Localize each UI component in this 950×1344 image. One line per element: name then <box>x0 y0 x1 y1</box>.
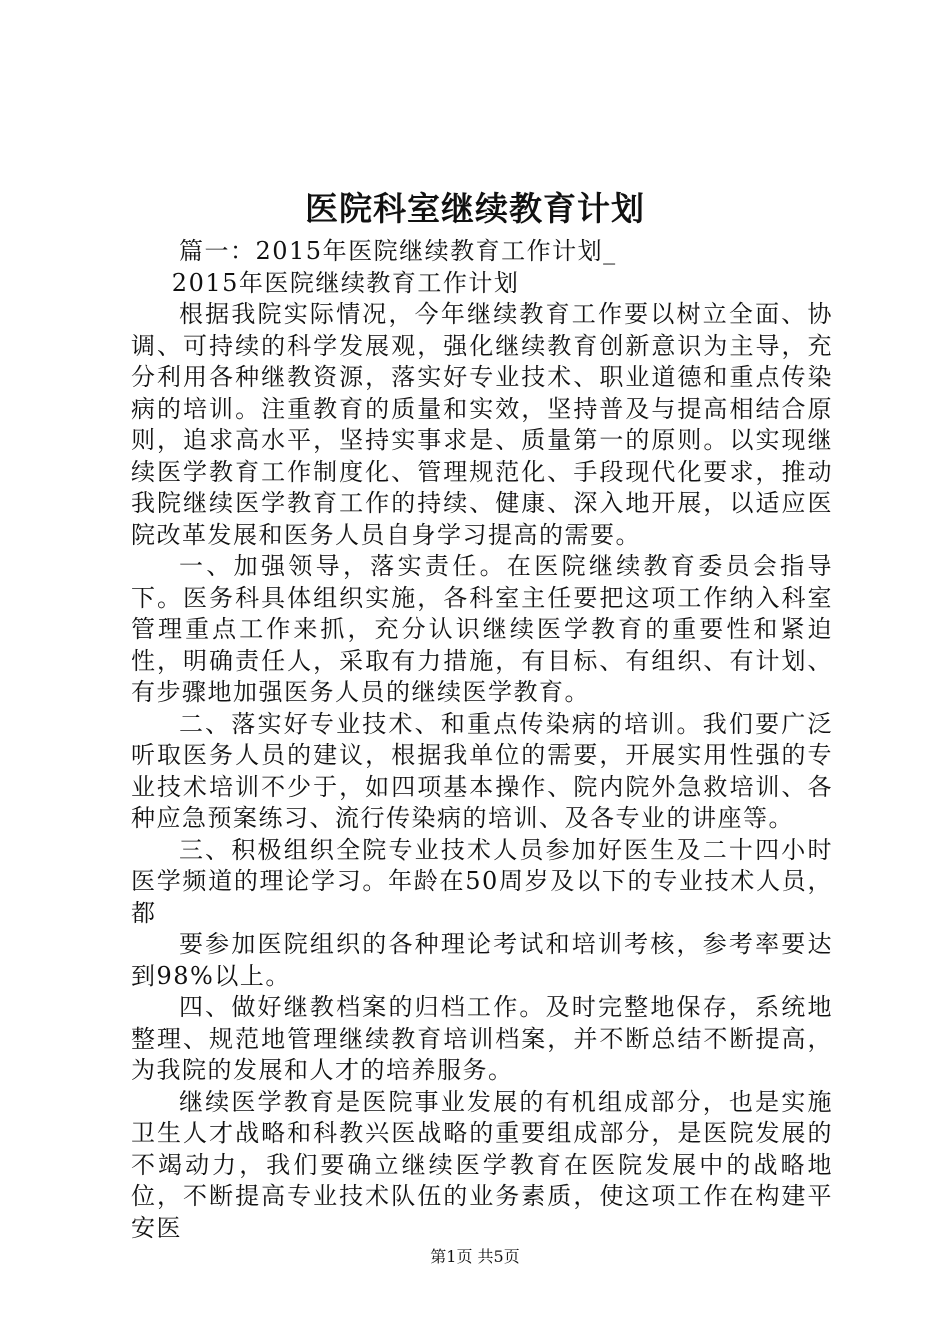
paragraph: 一、加强领导，落实责任。在医院继续教育委员会指导下。医务科具体组织实施，各科室主任要把这项工作纳入科室管理重点工作来抓，充分认识继续医学教育的重要性和紧迫性，明确责任人，采取有力措施，有目标、有组织、有计划、有步骤地加强医务人员的继续医学教育。 <box>131 552 833 706</box>
paragraph: 要参加医院组织的各种理论考试和培训考核，参考率要达到98%以上。 <box>131 930 833 990</box>
document-title: 医院科室继续教育计划 <box>305 189 645 228</box>
paragraph: 二、落实好专业技术、和重点传染病的培训。我们要广泛听取医务人员的建议，根据我单位的需要，开展实用性强的专业技术培训不少于，如四项基本操作、院内院外急救培训、各种应急预案练习、流行传染病的培训、及各专业的讲座等。 <box>131 709 833 832</box>
paragraph: 根据我院实际情况，今年继续教育工作要以树立全面、协调、可持续的科学发展观，强化继续教育创新意识为主导，充分利用各种继教资源，落实好专业技术、职业道德和重点传染病的培训。注重教育的质量和实效，坚持普及与提高相结合原则，追求高水平，坚持实事求是、质量第一的原则。以实现继续医学教育工作制度化、管理规范化、手段现代化要求，推动我院继续医学教育工作的持续、健康、深入地开展，以适应医院改革发展和医务人员自身学习提高的需要。 <box>131 300 833 549</box>
paragraph: 四、做好继教档案的归档工作。及时完整地保存，系统地整理、规范地管理继续教育培训档案，并不断总结不断提高，为我院的发展和人才的培养服务。 <box>131 993 833 1084</box>
page-number: 第1页 共5页 <box>430 1247 520 1266</box>
paragraph: 继续医学教育是医院事业发展的有机组成部分，也是实施卫生人才战略和科教兴医战略的重要组成部分，是医院发展的不竭动力，我们要确立继续医学教育在医院发展中的战略地位，不断提高专业技术队伍的业务素质，使这项工作在构建平安医 <box>131 1087 833 1242</box>
section-heading: 篇一：2015年医院继续教育工作计划_ <box>179 237 617 265</box>
document-body <box>131 236 833 1244</box>
paragraph: 三、积极组织全院专业技术人员参加好医生及二十四小时医学频道的理论学习。年龄在50周岁及以下的专业技术人员，都 <box>131 835 833 927</box>
subtitle: 2015年医院继续教育工作计划 <box>171 268 520 297</box>
